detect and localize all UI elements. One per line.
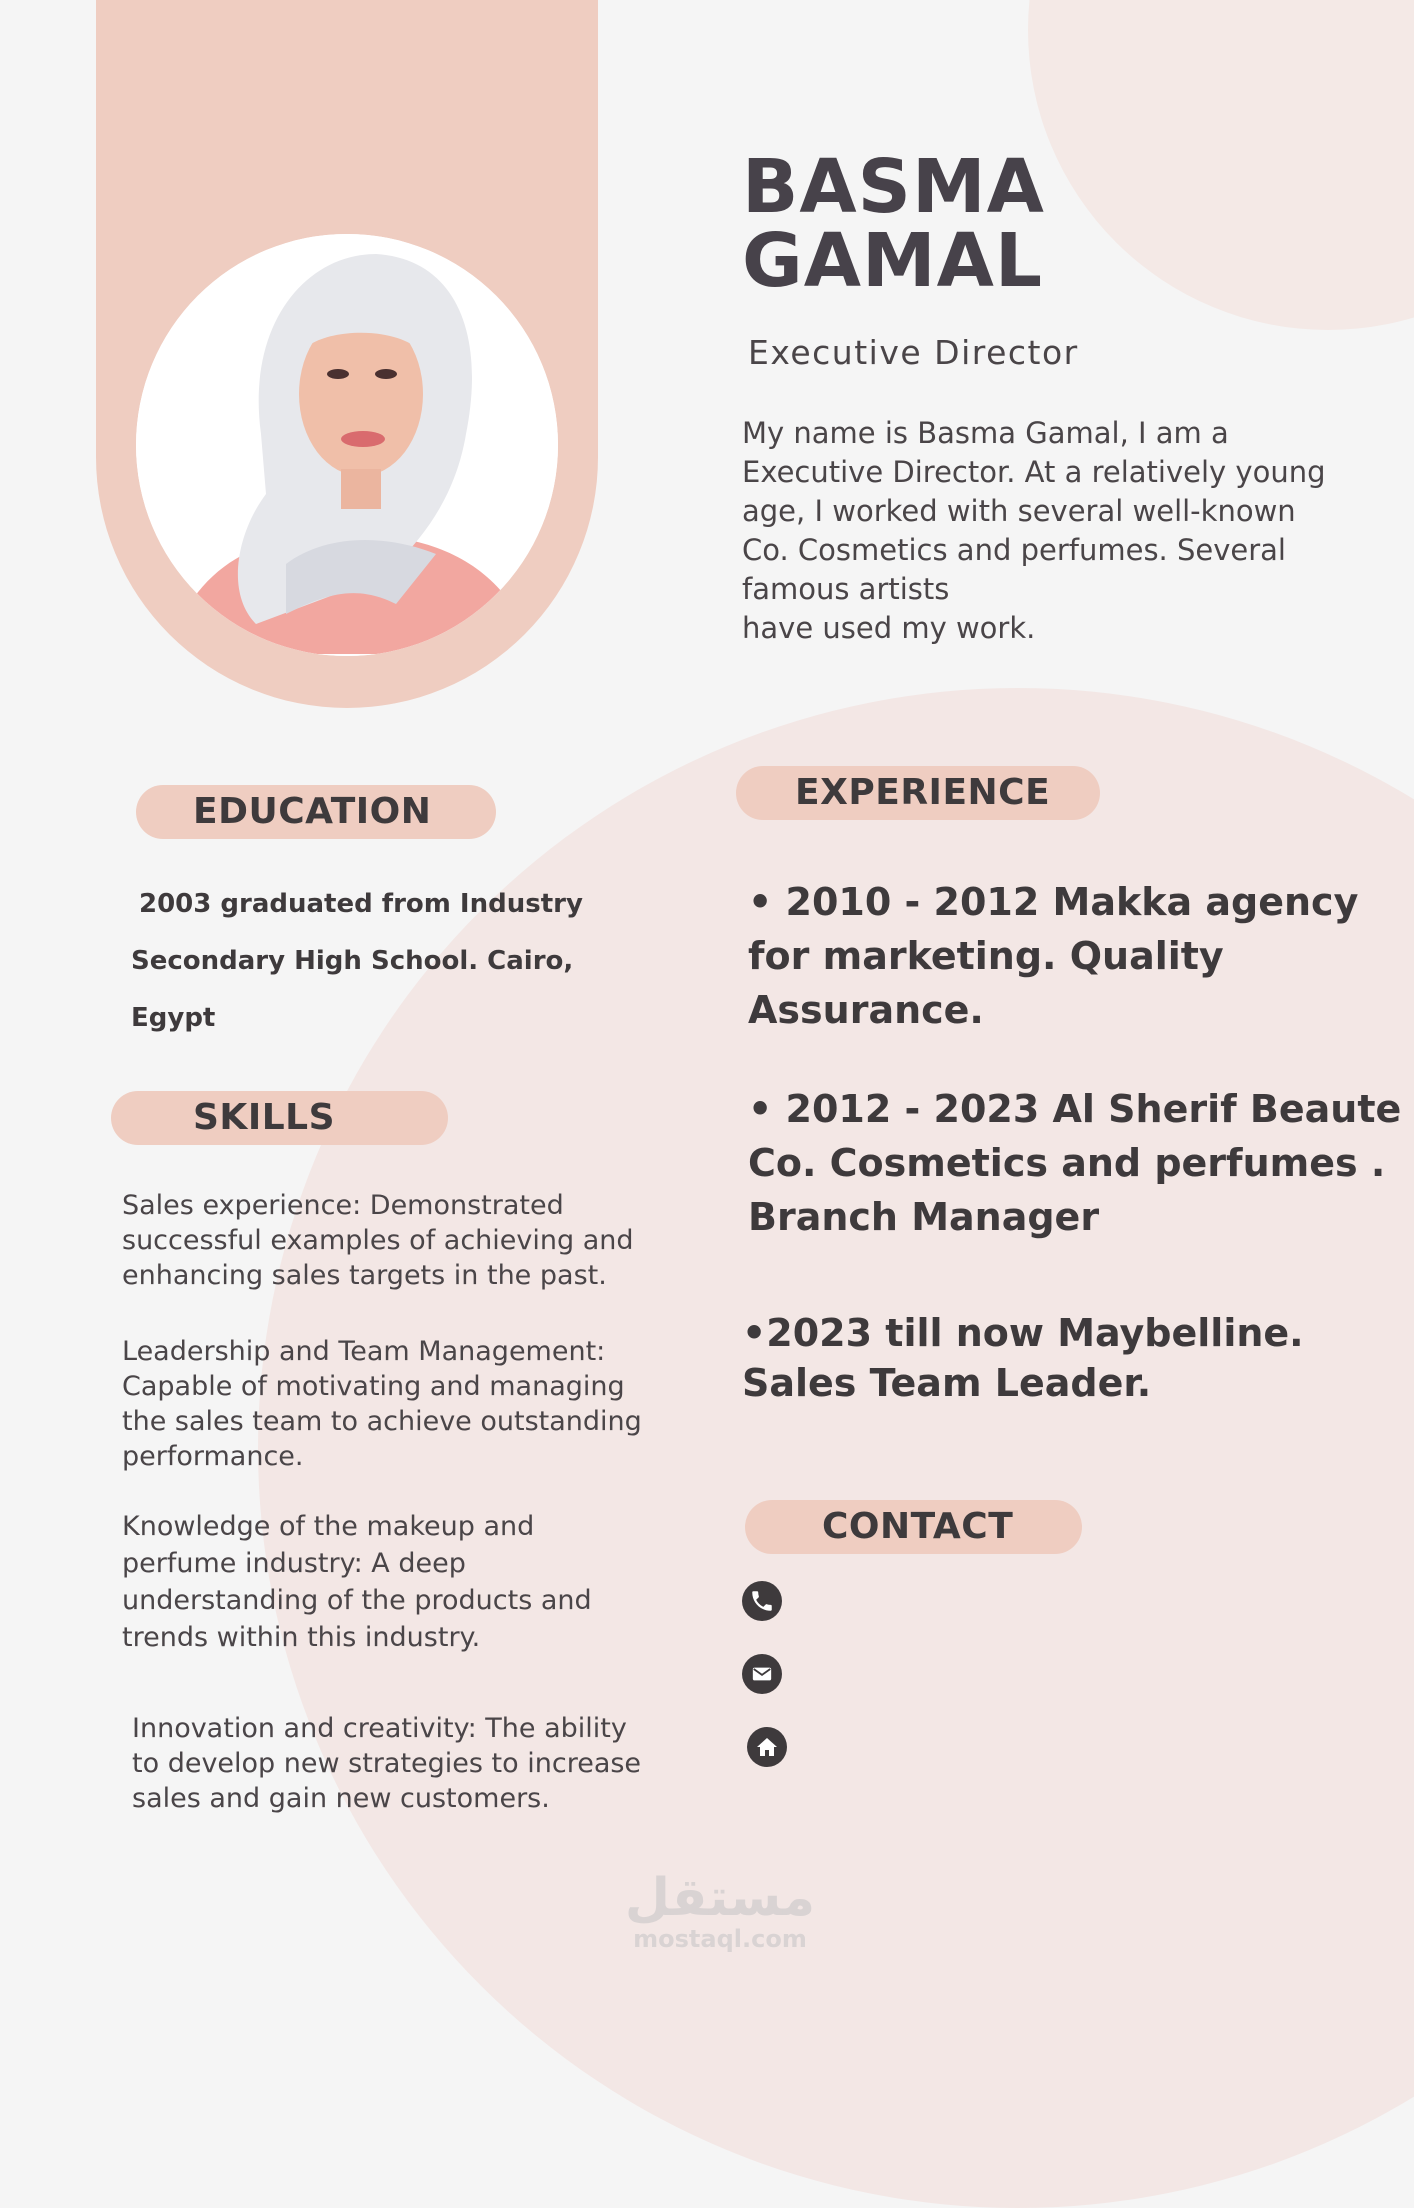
bio-line: Executive Director. At a relatively young <box>742 455 1326 489</box>
education-line: Egypt <box>131 1003 216 1033</box>
email-icon <box>742 1654 782 1694</box>
skill-line: Sales experience: Demonstrated <box>122 1190 564 1221</box>
experience-item <box>748 875 1359 1037</box>
experience-item <box>742 1308 1342 1408</box>
full-name <box>742 144 1045 304</box>
skill-line: enhancing sales targets in the past. <box>122 1260 607 1291</box>
profile-photo <box>136 234 558 656</box>
experience-heading: EXPERIENCE <box>736 766 1100 820</box>
last-name: GAMAL <box>742 218 1044 304</box>
experience-line: • 2012 - 2023 Al Sherif Beaute <box>748 1087 1402 1131</box>
skill-line: Innovation and creativity: The ability <box>132 1713 627 1744</box>
watermark <box>600 1870 840 1952</box>
skill-item <box>132 1711 672 1816</box>
skill-line: Capable of motivating and managing <box>122 1371 625 1402</box>
experience-line: Co. Cosmetics and perfumes . <box>748 1141 1386 1185</box>
skill-line: to develop new strategies to increase <box>132 1748 642 1779</box>
skill-line: Knowledge of the makeup and <box>122 1511 535 1542</box>
education-line: 2003 graduated from Industry <box>139 889 583 919</box>
experience-line: Assurance. <box>748 988 984 1032</box>
phone-icon <box>742 1581 782 1621</box>
watermark-latin: mostaql.com <box>633 1925 807 1953</box>
skill-item <box>122 1188 662 1293</box>
skill-line: Leadership and Team Management: <box>122 1336 606 1367</box>
skill-line: successful examples of achieving and <box>122 1225 634 1256</box>
experience-line: Sales Team Leader. <box>742 1361 1152 1405</box>
experience-line: Branch Manager <box>748 1195 1100 1239</box>
bio-line: famous artists <box>742 572 950 606</box>
home-icon <box>747 1727 787 1767</box>
experience-item <box>748 1082 1402 1244</box>
bio-paragraph <box>742 414 1326 648</box>
education-heading: EDUCATION <box>136 785 496 839</box>
education-line: Secondary High School. Cairo, <box>131 946 574 976</box>
skill-line: performance. <box>122 1441 304 1472</box>
experience-line: for marketing. Quality <box>748 934 1224 978</box>
skill-item <box>122 1508 662 1656</box>
bio-line: age, I worked with several well-known <box>742 494 1296 528</box>
bio-line: Co. Cosmetics and perfumes. Several <box>742 533 1286 567</box>
watermark-arabic: مستقل <box>624 1868 816 1928</box>
skill-line: understanding of the products and <box>122 1585 592 1616</box>
skill-item <box>122 1334 662 1474</box>
experience-line: •2023 till now Maybelline. <box>742 1311 1304 1355</box>
job-title: Executive Director <box>748 333 1079 372</box>
education-text <box>131 876 591 1047</box>
skill-line: sales and gain new customers. <box>132 1783 550 1814</box>
bio-line: My name is Basma Gamal, I am a <box>742 416 1229 450</box>
first-name: BASMA <box>742 144 1045 230</box>
skills-heading: SKILLS <box>111 1091 448 1145</box>
contact-heading: CONTACT <box>745 1500 1082 1554</box>
corner-decor-circle <box>1028 0 1414 330</box>
experience-line: • 2010 - 2012 Makka agency <box>748 880 1359 924</box>
skill-line: perfume industry: A deep <box>122 1548 466 1579</box>
bio-line: have used my work. <box>742 611 1036 645</box>
skill-line: trends within this industry. <box>122 1622 481 1653</box>
skill-line: the sales team to achieve outstanding <box>122 1406 642 1437</box>
